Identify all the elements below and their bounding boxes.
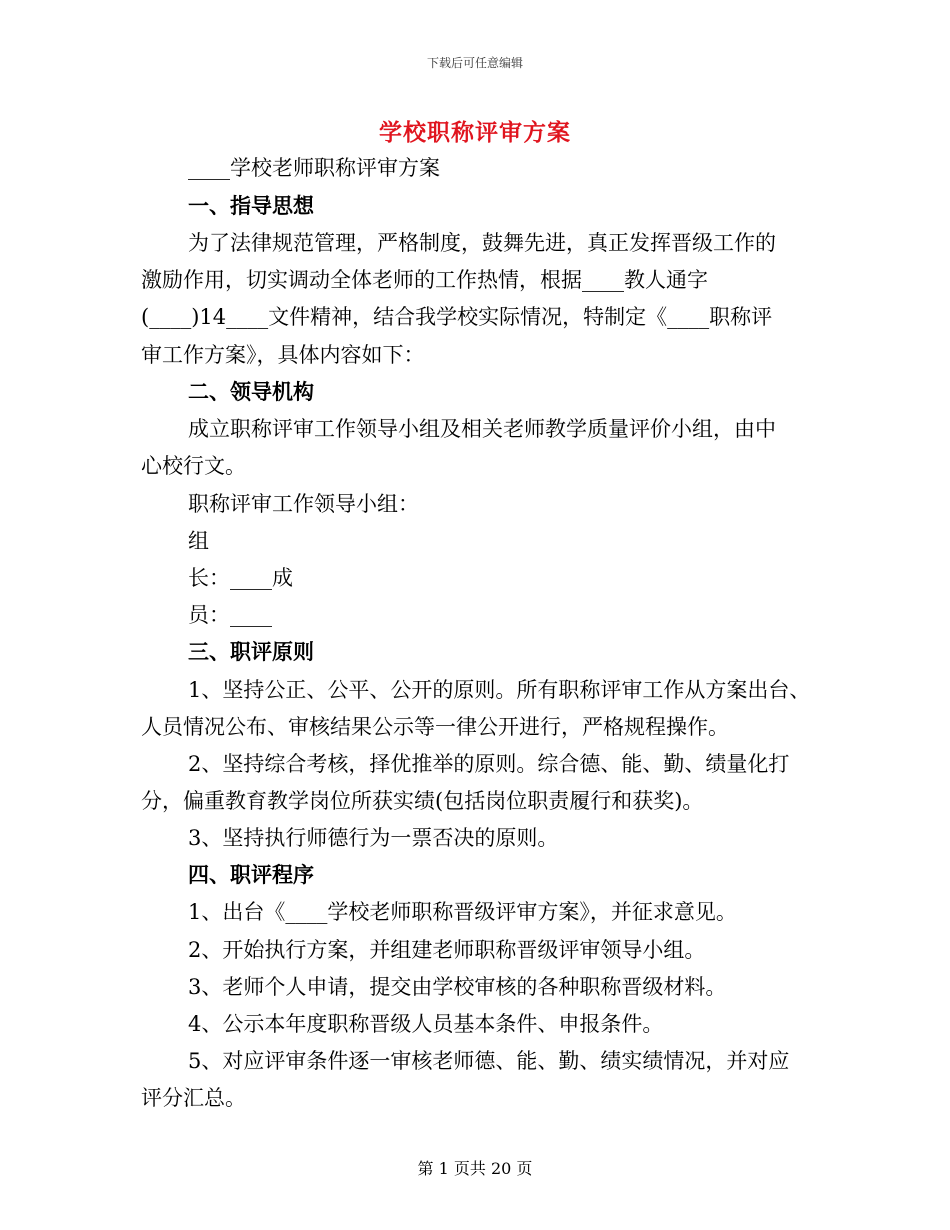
section-heading-2: 二、领导机构 bbox=[188, 379, 314, 404]
paragraph-line: 2、坚持综合考核，择优推举的原则。综合德、能、勤、绩量化打 bbox=[188, 752, 790, 776]
paragraph-line: 长：____成 bbox=[188, 566, 293, 590]
paragraph-line: 分，偏重教育教学岗位所获实绩(包括岗位职责履行和获奖)。 bbox=[141, 789, 704, 813]
paragraph-line: 1、坚持公正、公平、公开的原则。所有职称评审工作从方案出台、 bbox=[188, 678, 811, 702]
page-header-note: 下载后可任意编辑 bbox=[426, 56, 523, 70]
paragraph-line: 4、公示本年度职称晋级人员基本条件、申报条件。 bbox=[188, 1012, 664, 1036]
paragraph-line: (____)14____文件精神，结合我学校实际情况，特制定《____职称评 bbox=[141, 305, 773, 329]
paragraph-line: 员：____ bbox=[188, 603, 272, 627]
paragraph-line: 为了法律规范管理，严格制度，鼓舞先进，真正发挥晋级工作的 bbox=[188, 231, 776, 255]
paragraph-line: 审工作方案》，具体内容如下： bbox=[141, 343, 425, 367]
paragraph-line: 心校行文。 bbox=[141, 454, 246, 478]
paragraph-line: 人员情况公布、审核结果公示等一律公开进行，严格规程操作。 bbox=[141, 715, 729, 739]
section-heading-3: 三、职评原则 bbox=[188, 639, 314, 664]
paragraph-line: 1、出台《____学校老师职称晋级评审方案》，并征求意见。 bbox=[188, 900, 737, 924]
paragraph-line: 3、老师个人申请，提交由学校审核的各种职称晋级材料。 bbox=[188, 975, 727, 999]
paragraph-line: 评分汇总。 bbox=[141, 1086, 246, 1110]
subtitle-line: ____学校老师职称评审方案 bbox=[188, 156, 440, 180]
page-number-footer: 第 1 页共 20 页 bbox=[417, 1159, 533, 1178]
paragraph-line: 组 bbox=[188, 529, 209, 553]
section-heading-1: 一、指导思想 bbox=[188, 193, 314, 218]
paragraph-line: 2、开始执行方案，并组建老师职称晋级评审领导小组。 bbox=[188, 938, 706, 962]
paragraph-line: 成立职称评审工作领导小组及相关老师教学质量评价小组，由中 bbox=[188, 417, 776, 441]
paragraph-line: 3、坚持执行师德行为一票否决的原则。 bbox=[188, 826, 559, 850]
paragraph-line: 激励作用，切实调动全体老师的工作热情，根据____教人通字 bbox=[141, 268, 708, 292]
document-title: 学校职称评审方案 bbox=[379, 119, 571, 146]
paragraph-line: 5、对应评审条件逐一审核老师德、能、勤、绩实绩情况，并对应 bbox=[188, 1049, 790, 1073]
paragraph-line: 职称评审工作领导小组： bbox=[188, 492, 419, 516]
section-heading-4: 四、职评程序 bbox=[188, 862, 314, 887]
